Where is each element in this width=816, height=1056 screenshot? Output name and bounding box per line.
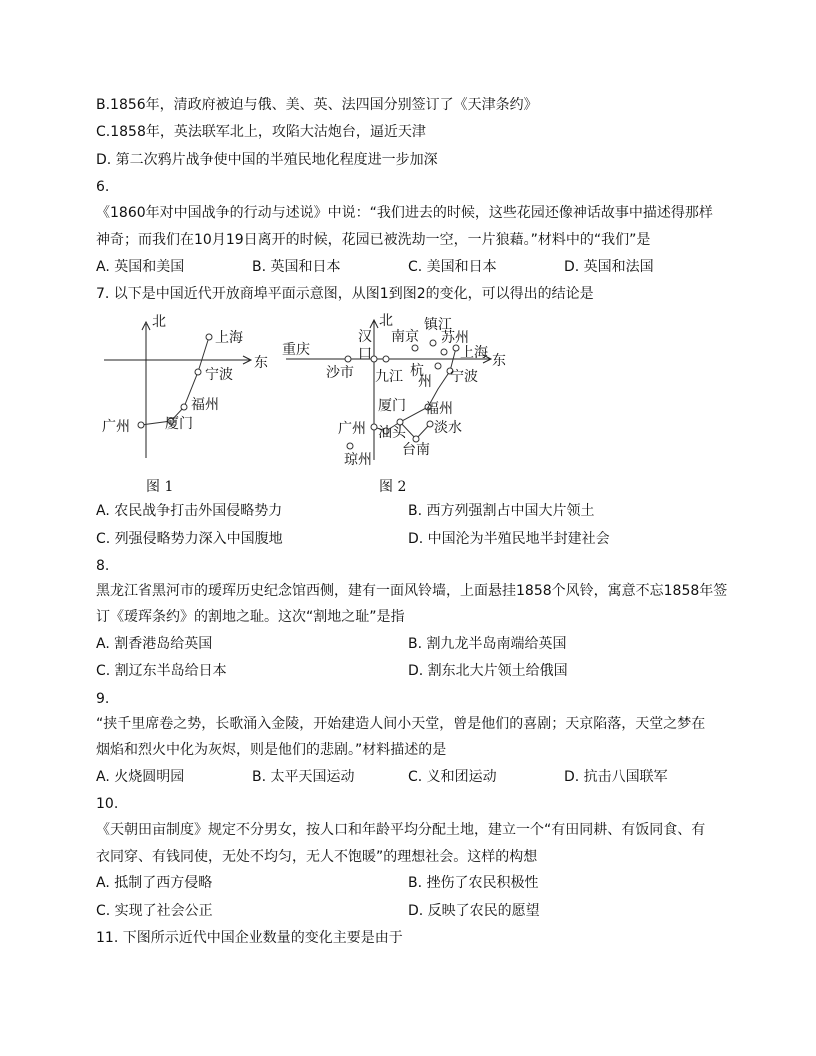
fig2-label-danshui: 淡水 <box>434 420 462 436</box>
fig1-label-ningbo: 宁波 <box>205 367 233 383</box>
q10-number: 10. <box>96 796 119 812</box>
q7-option-b: B. 西方列强割占中国大片领土 <box>408 503 595 519</box>
q7-stem: 7. 以下是中国近代开放商埠平面示意图，从图1到图2的变化，可以得出的结论是 <box>96 286 594 302</box>
fig2-guangzhou-marker <box>371 424 377 430</box>
fig2-label-hangzhou-2: 州 <box>418 374 432 390</box>
q8-number: 8. <box>96 558 110 574</box>
q10-option-c: C. 实现了社会公正 <box>96 903 213 919</box>
fig2-label-ningbo: 宁波 <box>450 369 478 385</box>
q8-option-a: A. 割香港岛给英国 <box>96 636 213 652</box>
q7-option-c: C. 列强侵略势力深入中国腹地 <box>96 531 283 547</box>
fig2-zhenjiang-marker <box>430 340 436 346</box>
fig1-fuzhou-marker <box>181 404 187 410</box>
fig2-shashi-marker <box>345 356 351 362</box>
q5-option-c: C.1858年，英法联军北上，攻陷大沽炮台，逼近天津 <box>96 124 426 140</box>
figure-2-map <box>278 310 528 498</box>
fig2-label-fuzhou: 福州 <box>425 401 453 417</box>
q7-option-d: D. 中国沦为半殖民地半封建社会 <box>408 531 610 547</box>
fig2-east-label: 东 <box>492 353 506 369</box>
fig1-label-guangzhou: 广州 <box>102 419 130 435</box>
q6-option-d: D. 英国和法国 <box>564 259 654 275</box>
q6-option-b: B. 英国和日本 <box>252 259 341 275</box>
fig2-label-xiamen: 厦门 <box>378 398 406 414</box>
fig2-danshui-marker <box>427 421 433 427</box>
fig1-label-xiamen: 厦门 <box>165 416 193 432</box>
fig2-north-label: 北 <box>379 313 393 329</box>
q10-stem-line-1: 《天朝田亩制度》规定不分男女，按人口和年龄平均分配土地，建立一个“有田同耕、有饭同食、有 <box>96 822 706 838</box>
fig2-label-suzhou: 苏州 <box>441 330 469 346</box>
q7-option-a: A. 农民战争打击外国侵略势力 <box>96 503 283 519</box>
fig2-label-shanghai: 上海 <box>460 345 488 361</box>
q6-option-a: A. 英国和美国 <box>96 259 185 275</box>
q6-option-c: C. 美国和日本 <box>408 259 497 275</box>
fig2-label-hankou-2: 口 <box>358 346 372 362</box>
q8-stem-line-2: 订《瑷珲条约》的割地之耻。这次“割地之耻”是指 <box>96 609 405 625</box>
fig2-label-hankou-1: 汉 <box>358 329 372 345</box>
fig2-label-shashi: 沙市 <box>326 365 354 381</box>
q9-option-d: D. 抗击八国联军 <box>564 769 668 785</box>
q10-option-b: B. 挫伤了农民积极性 <box>408 875 539 891</box>
q8-option-d: D. 割东北大片领土给俄国 <box>408 663 568 679</box>
fig1-label-fuzhou: 福州 <box>191 397 219 413</box>
fig1-east-label: 东 <box>254 355 268 371</box>
fig2-nanjing-marker <box>412 345 418 351</box>
fig2-label-hangzhou-1: 杭 <box>410 363 424 379</box>
q9-stem-line-2: 烟焰和烈火中化为灰烬，则是他们的悲剧。”材料描述的是 <box>96 742 447 758</box>
q9-stem-line-1: “挟千里席卷之势，长歌涌入金陵，开始建造人间小天堂，曾是他们的喜剧；天京陷落，天堂之梦在 <box>96 716 706 732</box>
q5-option-b: B.1856年，清政府被迫与俄、美、英、法四国分别签订了《天津条约》 <box>96 97 538 113</box>
fig1-label-shanghai: 上海 <box>215 330 243 346</box>
fig2-label-tainan: 台南 <box>402 442 430 458</box>
fig1-ningbo-marker <box>195 369 201 375</box>
fig2-label-chongqing: 重庆 <box>282 342 310 358</box>
q9-number: 9. <box>96 691 110 707</box>
q6-stem-line-2: 神奇；而我们在10月19日离开的时候，花园已被洗劫一空，一片狼藉。”材料中的“我们”是 <box>96 232 651 248</box>
q11-stem: 11. 下图所示近代中国企业数量的变化主要是由于 <box>96 930 403 946</box>
q10-option-d: D. 反映了农民的愿望 <box>408 903 540 919</box>
fig2-label-zhenjiang: 镇江 <box>424 317 452 333</box>
q8-option-c: C. 割辽东半岛给日本 <box>96 663 227 679</box>
figure-1-caption: 图 1 <box>146 479 174 495</box>
fig2-label-jiujiang: 九江 <box>375 369 403 385</box>
q6-number: 6. <box>96 179 110 195</box>
fig2-label-shantou: 汕头 <box>378 425 406 441</box>
fig1-north-label: 北 <box>152 314 166 330</box>
fig2-suzhou-marker <box>441 349 447 355</box>
fig1-shanghai-marker <box>206 334 212 340</box>
q9-option-b: B. 太平天国运动 <box>252 769 355 785</box>
fig2-hangzhou-marker <box>435 363 441 369</box>
q10-option-a: A. 抵制了西方侵略 <box>96 875 213 891</box>
q9-option-c: C. 义和团运动 <box>408 769 497 785</box>
q8-option-b: B. 割九龙半岛南端给英国 <box>408 636 567 652</box>
fig2-label-nanjing: 南京 <box>391 329 419 345</box>
q8-stem-line-1: 黑龙江省黑河市的瑷珲历史纪念馆西侧，建有一面风铃墙，上面悬挂1858个风铃，寓意不忘1858年签 <box>96 583 728 599</box>
q9-option-a: A. 火烧圆明园 <box>96 769 185 785</box>
q6-stem-line-1: 《1860年对中国战争的行动与述说》中说：“我们进去的时候，这些花园还像神话故事中描述得那样 <box>96 205 713 221</box>
fig2-jiujiang-marker <box>383 356 389 362</box>
figure-1-map <box>96 308 286 498</box>
fig2-label-guangzhou: 广州 <box>338 421 366 437</box>
fig2-qiongzhou-marker <box>347 443 353 449</box>
fig2-label-qiongzhou: 琼州 <box>344 452 372 468</box>
q10-stem-line-2: 衣同穿、有钱同使，无处不均匀，无人不饱暖”的理想社会。这样的构想 <box>96 849 538 865</box>
q5-option-d: D. 第二次鸦片战争使中国的半殖民地化程度进一步加深 <box>96 152 438 168</box>
fig1-guangzhou-marker <box>138 422 144 428</box>
figure-2-caption: 图 2 <box>379 479 407 495</box>
